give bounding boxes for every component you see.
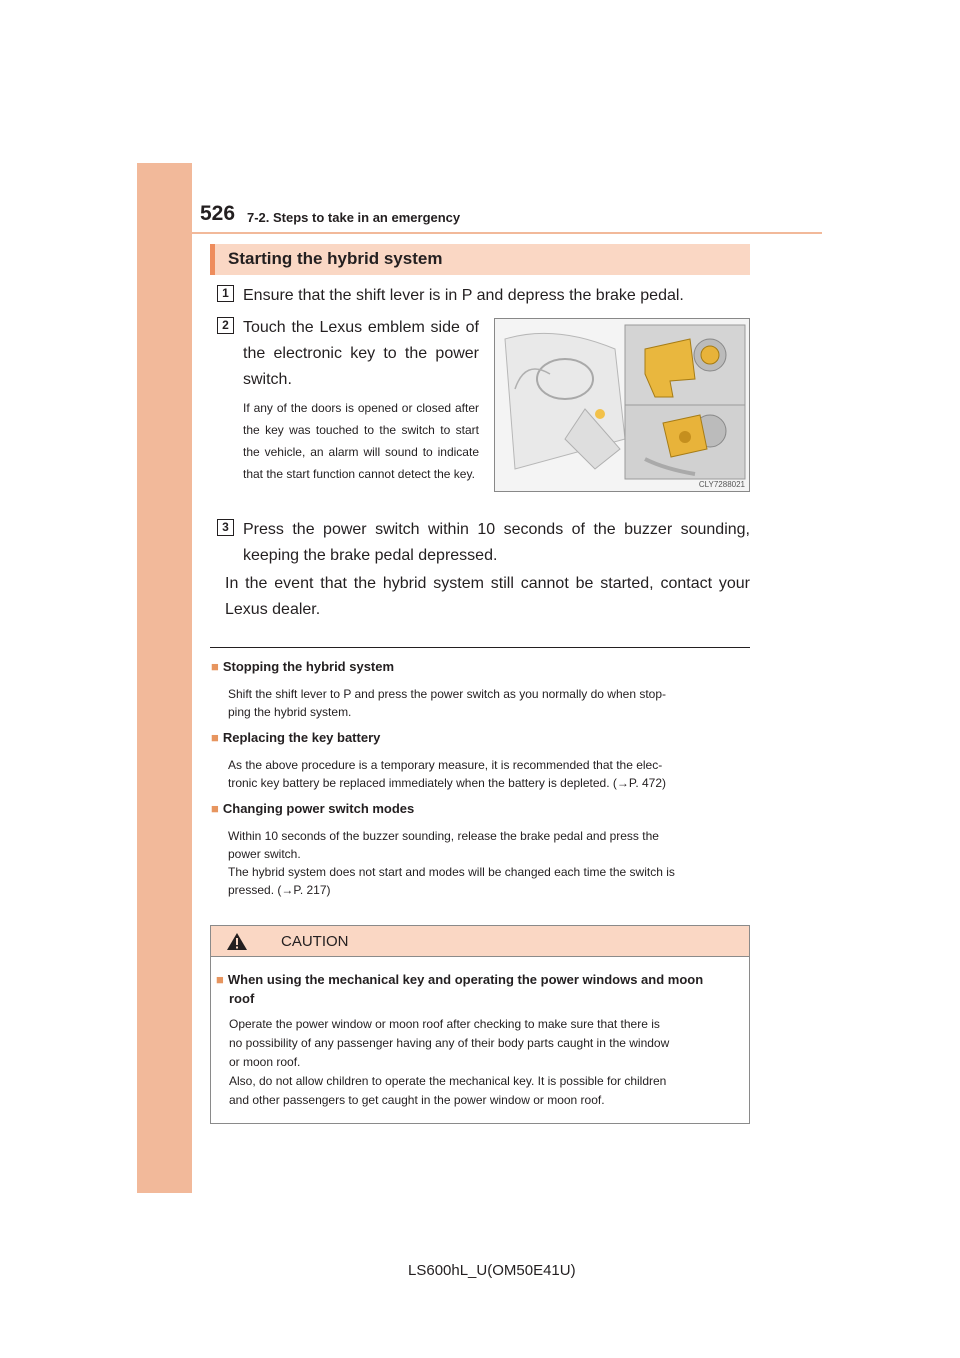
caution-body: Operate the power window or moon roof after checking to make sure that there is no possibility of any passenger having any of their body parts caught in the window or moon roof. Also, do not allow children to operate the mechanical key. It is possible for children and other passengers to get caught in the power window or moon roof. bbox=[229, 1017, 670, 1107]
step-3-line-1: Press the power switch within 10 seconds of the buzzer sounding, bbox=[243, 521, 750, 538]
figure-code: CLY7288021 bbox=[698, 480, 745, 489]
info-heading-stopping: ■ Stopping the hybrid system bbox=[211, 659, 395, 674]
followup-line-1: In the event that the hybrid system still cannot be started, contact your bbox=[225, 575, 750, 592]
caution-item-heading: ■ When using the mechanical key and operating the power windows and moon roof bbox=[216, 972, 704, 1006]
page-number: 526 bbox=[200, 202, 236, 225]
step-1-text: Ensure that the shift lever is in P and depress the brake pedal. bbox=[243, 287, 684, 304]
square-bullet-icon: ■ bbox=[211, 801, 219, 816]
step-2-note: If any of the doors is opened or closed after the key was touched to the switch to start the vehicle, an alarm will sound to indicate that the start function cannot detect the key. bbox=[243, 401, 479, 481]
info-body-modes: Within 10 seconds of the buzzer sounding, release the brake pedal and press the power switch. The hybrid system does not start and modes will be changed each time the switch is pressed. (→P. 217) bbox=[228, 829, 675, 897]
square-bullet-icon: ■ bbox=[211, 730, 219, 745]
figure-key-touch-illustration bbox=[494, 318, 750, 492]
illustration-icon bbox=[495, 319, 750, 492]
info-heading-battery: ■ Replacing the key battery bbox=[211, 730, 381, 745]
square-bullet-icon: ■ bbox=[216, 972, 224, 987]
square-bullet-icon: ■ bbox=[211, 659, 219, 674]
section-heading-bar bbox=[210, 244, 750, 275]
info-body-stopping: Shift the shift lever to P and press the power switch as you normally do when stop- ping the hybrid system. bbox=[228, 687, 666, 719]
footer-model-code: LS600hL_U(OM50E41U) bbox=[408, 1262, 576, 1279]
step-3-text bbox=[243, 517, 750, 569]
caution-title: CAUTION bbox=[281, 933, 349, 950]
section-divider bbox=[210, 647, 750, 648]
followup-line-2: Lexus dealer. bbox=[225, 601, 321, 618]
step-number-3: 3 bbox=[217, 519, 234, 536]
step-2-line-2: the electronic key to the power bbox=[243, 345, 479, 362]
chapter-title: 7-2. Steps to take in an emergency bbox=[247, 210, 461, 225]
info-body-battery: As the above procedure is a temporary measure, it is recommended that the elec- tronic key battery be replaced immediately when the battery is depleted. (→P. 472) bbox=[228, 758, 667, 790]
followup-text bbox=[225, 571, 750, 623]
info-heading-modes: ■ Changing power switch modes bbox=[211, 801, 415, 816]
side-color-band bbox=[137, 163, 192, 1193]
step-number-1: 1 bbox=[217, 285, 234, 302]
step-2-line-1: Touch the Lexus emblem side of bbox=[243, 319, 479, 336]
step-2-line-3: switch. bbox=[243, 371, 292, 388]
warning-triangle-icon bbox=[226, 932, 248, 951]
step-2-text bbox=[243, 315, 479, 393]
step-3-line-2: keeping the brake pedal depressed. bbox=[243, 547, 498, 564]
header-rule bbox=[192, 232, 822, 234]
section-title: Starting the hybrid system bbox=[228, 249, 443, 268]
step-number-2: 2 bbox=[217, 317, 234, 334]
